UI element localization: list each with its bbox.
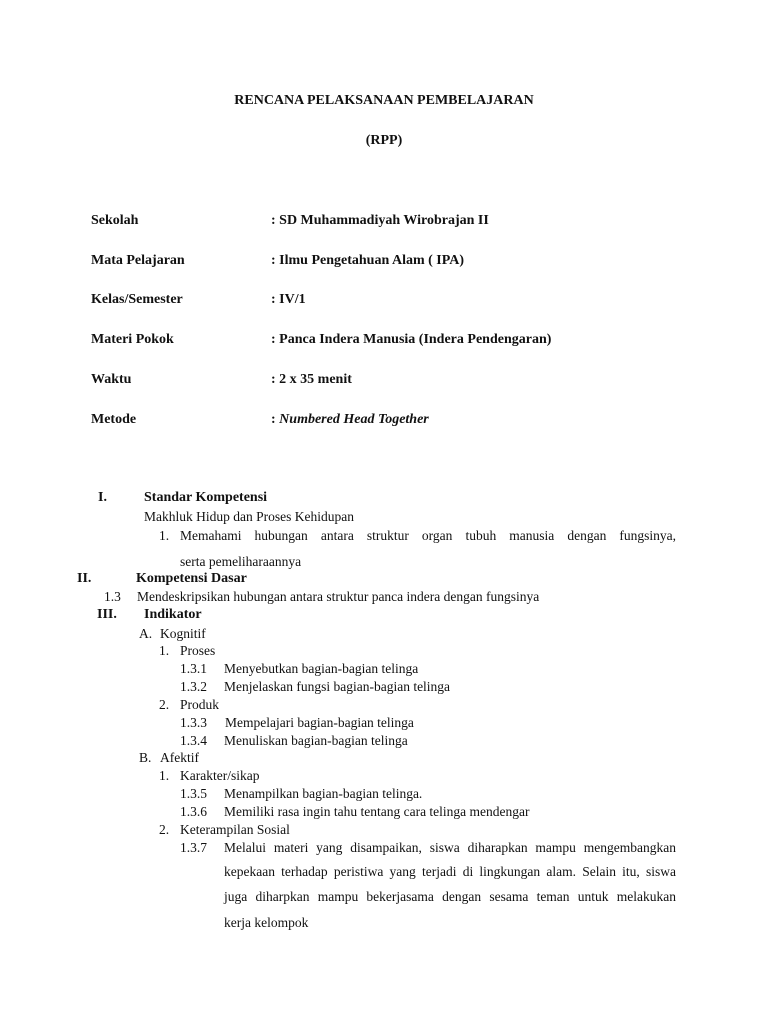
identity-label-materi-pokok: Materi Pokok — [91, 332, 174, 347]
indicator-b1-text: Karakter/sikap — [180, 768, 260, 783]
indicator-1-3-3-number: 1.3.3 — [180, 715, 207, 730]
indicator-1-3-7-line-2: kepekaan terhadap peristiwa yang terjadi di lingkungan alam. Selain itu, siswa — [224, 864, 676, 879]
indicator-1-3-7-line-4: kerja kelompok — [224, 915, 309, 930]
section-3-heading: Indikator — [144, 607, 202, 622]
indicator-1-3-3-text: Mempelajari bagian-bagian telinga — [225, 715, 414, 730]
indicator-a2-number: 2. — [159, 697, 170, 712]
indicator-1-3-6-number: 1.3.6 — [180, 804, 207, 819]
indicator-a1-text: Proses — [180, 643, 216, 658]
identity-label-kelas-semester: Kelas/Semester — [91, 292, 183, 307]
document-subtitle: (RPP) — [365, 133, 403, 148]
indicator-b1-number: 1. — [159, 768, 170, 783]
indicator-a-label: A. — [139, 626, 153, 641]
indicator-1-3-1-text: Menyebutkan bagian-bagian telinga — [224, 661, 419, 676]
section-1-item-line-1: Memahami hubungan antara struktur organ tubuh manusia dengan fungsinya, — [180, 528, 676, 543]
identity-label-metode: Metode — [91, 412, 137, 427]
section-1-number: I. — [98, 490, 107, 505]
identity-value-kelas-semester: : IV/1 — [271, 292, 306, 307]
indicator-b2-number: 2. — [159, 822, 170, 837]
indicator-b-label: B. — [139, 750, 152, 765]
identity-label-waktu: Waktu — [91, 372, 132, 387]
identity-value-mata-pelajaran: : Ilmu Pengetahuan Alam ( IPA) — [271, 253, 465, 268]
indicator-a1-number: 1. — [159, 643, 170, 658]
section-2-item-number: 1.3 — [104, 589, 121, 604]
section-2-heading: Kompetensi Dasar — [136, 571, 247, 586]
section-1-item-line-2: serta pemeliharaannya — [180, 554, 302, 569]
indicator-1-3-4-number: 1.3.4 — [180, 733, 207, 748]
indicator-1-3-5-text: Menampilkan bagian-bagian telinga. — [224, 786, 423, 801]
indicator-1-3-7-line-3: juga diharpkan mampu bekerjasama dengan sesama teman untuk melakukan — [224, 889, 676, 904]
indicator-a2-text: Produk — [180, 697, 220, 712]
indicator-1-3-4-text: Menuliskan bagian-bagian telinga — [224, 733, 408, 748]
section-1-heading: Standar Kompetensi — [144, 490, 268, 505]
identity-value-waktu: : 2 x 35 menit — [271, 372, 352, 387]
indicator-1-3-6-text: Memiliki rasa ingin tahu tentang cara telinga mendengar — [224, 804, 530, 819]
indicator-1-3-2-text: Menjelaskan fungsi bagian-bagian telinga — [224, 679, 451, 694]
identity-value-materi-pokok: : Panca Indera Manusia (Indera Pendengaran) — [271, 332, 552, 347]
section-1-subheading: Makhluk Hidup dan Proses Kehidupan — [144, 509, 354, 524]
identity-label-sekolah: Sekolah — [91, 213, 139, 228]
indicator-a-text: Kognitif — [160, 626, 206, 641]
indicator-1-3-1-number: 1.3.1 — [180, 661, 207, 676]
section-2-item-text: Mendeskripsikan hubungan antara struktur panca indera dengan fungsinya — [137, 589, 540, 604]
identity-value-metode — [271, 412, 429, 428]
document-title: RENCANA PELAKSANAAN PEMBELAJARAN — [234, 93, 534, 108]
section-2-number: II. — [77, 571, 92, 586]
identity-label-mata-pelajaran: Mata Pelajaran — [91, 253, 185, 268]
section-3-number: III. — [97, 607, 117, 622]
indicator-1-3-7-line-1: Melalui materi yang disampaikan, siswa diharapkan mampu mengembangkan — [224, 840, 676, 855]
indicator-1-3-2-number: 1.3.2 — [180, 679, 207, 694]
section-1-item-number: 1. — [159, 528, 170, 543]
identity-value-sekolah: : SD Muhammadiyah Wirobrajan II — [271, 213, 489, 228]
indicator-1-3-7-number: 1.3.7 — [180, 840, 207, 855]
indicator-b-text: Afektif — [160, 750, 199, 765]
indicator-1-3-5-number: 1.3.5 — [180, 786, 207, 801]
identity-value-prefix: : — [271, 412, 280, 427]
identity-value-method: Numbered Head Together — [279, 412, 429, 427]
indicator-b2-text: Keterampilan Sosial — [180, 822, 290, 837]
